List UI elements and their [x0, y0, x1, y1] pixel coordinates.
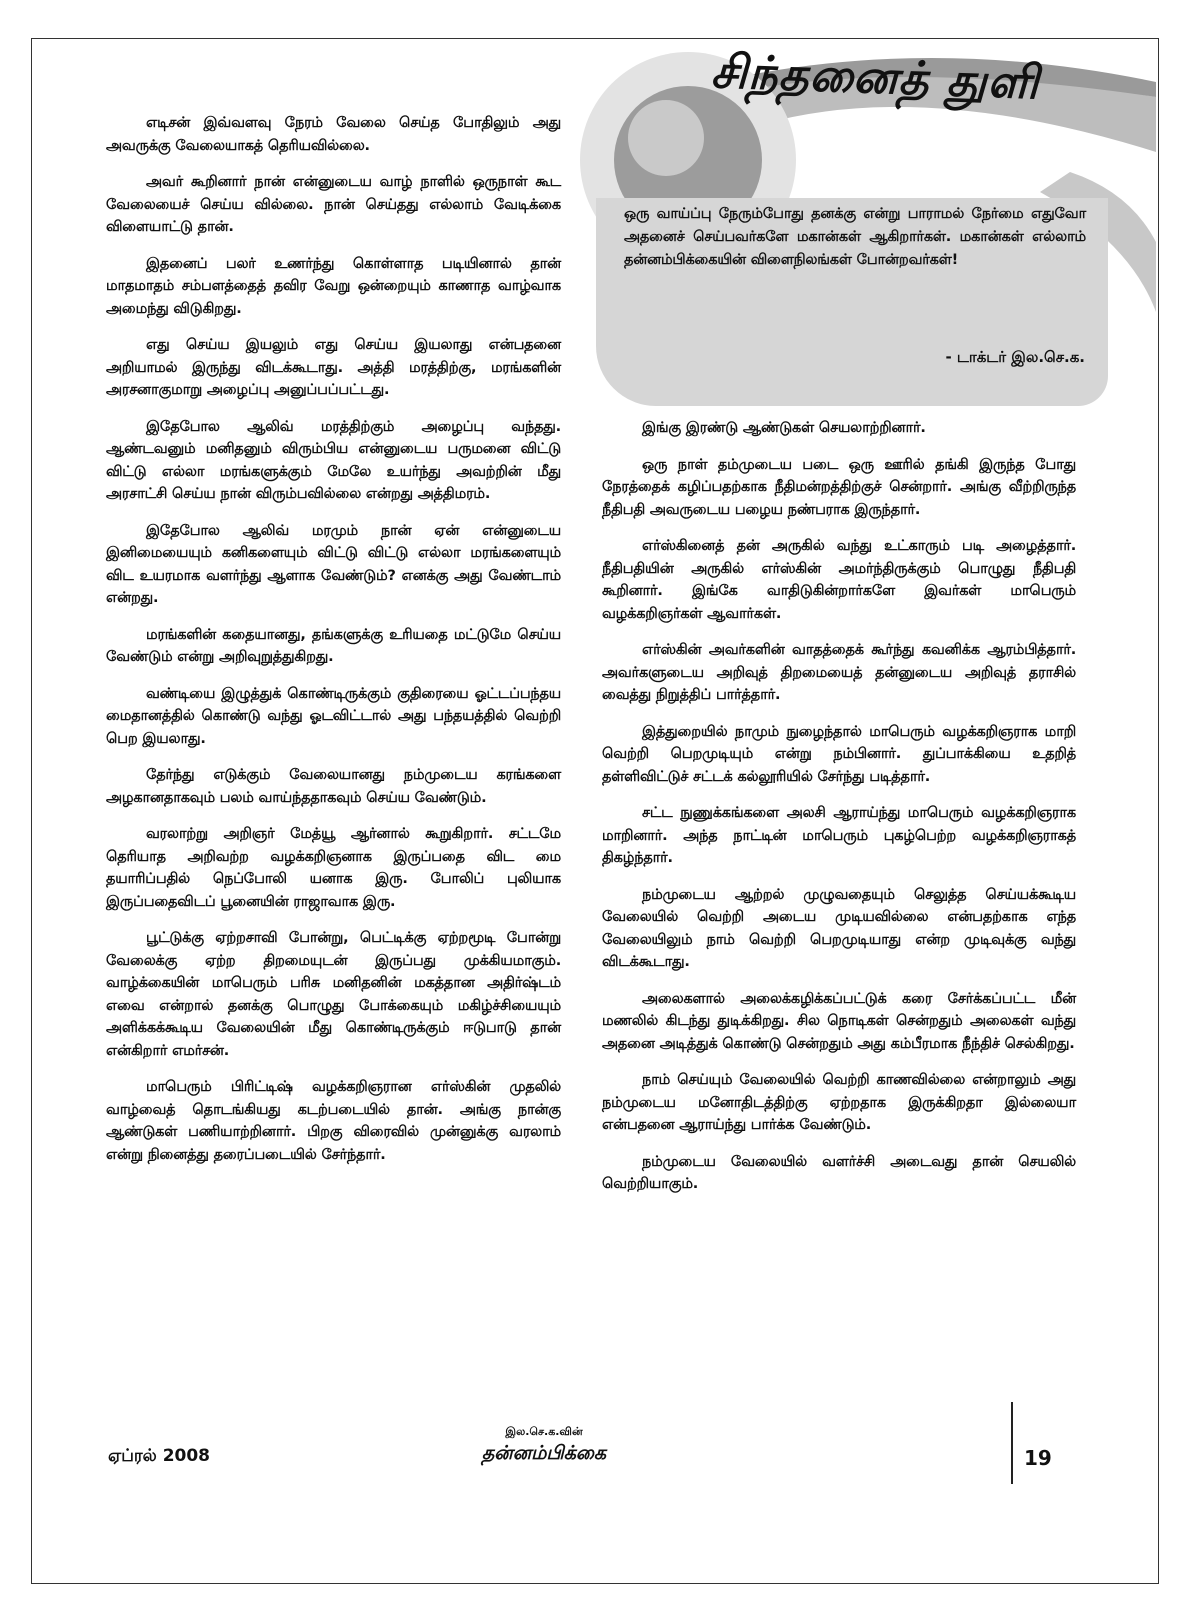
paragraph: அலைகளால் அலைக்கழிக்கப்பட்டுக் கரை சேர்க்கப்பட்ட மீன் மணலில் கிடந்து துடிக்கிறது. சில நொடிகள் சென்றதும் அலைகள் வந்து அதனை அடித்துக் கொண்டு சென்றதும் அது கம்பீரமாக நீந்திச் செல்கிறது. [602, 990, 1076, 1052]
paragraph: தேர்ந்து எடுக்கும் வேலையானது நம்முடைய கரங்களை அழகானதாகவும் பலம் வாய்ந்ததாகவும் செய்ய வேண்டும். [106, 767, 561, 806]
footer-magazine-name: தன்னம்பிக்கை [481, 1442, 607, 1464]
quote-text: ஒரு வாய்ப்பு நேரும்போது தனக்கு என்று பாராமல் நேர்மை எதுவோ அதனைச் செய்பவர்களே மகான்கள் ஆகிறார்கள். மகான்கள் எல்லாம் தன்னம்பிக்கையின் விளைநிலங்கள் போன்றவர்கள்! [624, 206, 1086, 268]
paragraph: அவர் கூறினார் நான் என்னுடைய வாழ் நாளில் ஒருநாள் கூட வேலையைச் செய்ய வில்லை. நான் செய்தது எல்லாம் வேடிக்கை விளையாட்டு தான். [106, 174, 561, 235]
paragraph: நம்முடைய ஆற்றல் முழுவதையும் செலுத்த செய்யக்கூடிய வேலையில் வெற்றி அடைய முடியவில்லை என்பதற்காக எந்த வேலையிலும் நாம் வெற்றி பெறமுடியாது என்ற முடிவுக்கு வந்து விடக்கூடாது. [602, 886, 1076, 970]
paragraph: எர்ஸ்கின் அவர்களின் வாதத்தைக் கூர்ந்து கவனிக்க ஆரம்பித்தார். அவர்களுடைய அறிவுத் திறமையைத் தன்னுடைய அறிவுத் தராசில் வைத்து நிறுத்திப் பார்த்தார். [602, 642, 1076, 703]
footer-divider [1011, 1402, 1013, 1484]
right-column [602, 417, 1076, 1210]
paragraph: எர்ஸ்கினைத் தன் அருகில் வந்து உட்காரும் படி அழைத்தார். நீதிபதியின் அருகில் எர்ஸ்கின் அமர்ந்திருக்கும் பொழுது நீதிபதி கூறினார். இங்கே வாதிடுகின்றார்களே இவர்கள் மாபெரும் வழக்கறிஞர்கள் ஆவார்கள். [602, 538, 1076, 622]
paragraph: நாம் செய்யும் வேலையில் வெற்றி காணவில்லை என்றாலும் அது நம்முடைய மனோதிடத்திற்கு ஏற்றதாக இருக்கிறதா இல்லையா என்பதனை ஆராய்ந்து பார்க்க வேண்டும். [602, 1072, 1076, 1133]
paragraph: வண்டியை இழுத்துக் கொண்டிருக்கும் குதிரையை ஓட்டப்பந்தய மைதானத்தில் கொண்டு வந்து ஓடவிட்டால் அது பந்தயத்தில் வெற்றி பெற இயலாது. [106, 685, 561, 747]
paragraph: இதேபோல ஆலிவ் மரமும் நான் ஏன் என்னுடைய இனிமையையும் கனிகளையும் விட்டு விட்டு எல்லா மரங்களையும் விட உயரமாக வளர்ந்து ஆளாக வேண்டும்? எனக்கு அது வேண்டாம் என்றது. [106, 522, 561, 606]
footer-date: ஏப்ரல் 2008 [108, 1446, 211, 1466]
footer-magazine-subtitle: இல.செ.க.வின் [505, 1425, 583, 1438]
paragraph: இங்கு இரண்டு ஆண்டுகள் செயலாற்றினார். [642, 420, 926, 436]
column-title: சிந்தனைத் துளி [710, 44, 1041, 110]
paragraph: ஒரு நாள் தம்முடைய படை ஒரு ஊரில் தங்கி இருந்த போது நேரத்தைக் கழிப்பதற்காக நீதிமன்றத்திற்குச் சென்றார். அங்கு வீற்றிருந்த நீதிபதி அவருடைய பழைய நண்பராக இருந்தார். [602, 456, 1076, 518]
paragraph: இதனைப் பலர் உணர்ந்து கொள்ளாத படியினால் தான் மாதமாதம் சம்பளத்தைத் தவிர வேறு ஒன்றையும் காணாத வாழ்வாக அமைந்து விடுகிறது. [106, 255, 561, 317]
paragraph: பூட்டுக்கு ஏற்றசாவி போன்று, பெட்டிக்கு ஏற்றமூடி போன்று வேலைக்கு ஏற்ற திறமையுடன் இருப்பது முக்கியமாகும். வாழ்க்கையின் மாபெரும் பரிசு மனிதனின் மகத்தான அதிர்ஷ்டம் எவை என்றால் தனக்கு பொழுது போக்கையும் மகிழ்ச்சியையும் அளிக்கக்கூடிய வேலையின் மீது கொண்டிருக்கும் ஈடுபாடு தான் என்கிறார் எமர்சன். [106, 930, 561, 1059]
paragraph: வரலாற்று அறிஞர் மேத்யூ ஆர்னால் கூறுகிறார். சட்டமே தெரியாத அறிவற்ற வழக்கறிஞனாக இருப்பதை விட மை தயாரிப்பதில் நெப்போலி யனாக இரு. போலிப் புலியாக இருப்பதைவிடப் பூனையின் ராஜாவாக இரு. [106, 826, 561, 910]
paragraph: சட்ட நுணுக்கங்களை அலசி ஆராய்ந்து மாபெரும் வழக்கறிஞராக மாறினார். அந்த நாட்டின் மாபெரும் புகழ்பெற்ற வழக்கறிஞராகத் திகழ்ந்தார். [602, 805, 1076, 866]
paragraph: எடிசன் இவ்வளவு நேரம் வேலை செய்த போதிலும் அது அவருக்கு வேலையாகத் தெரியவில்லை. [106, 115, 561, 154]
left-column [106, 112, 561, 1180]
paragraph: இத்துறையில் நாமும் நுழைந்தால் மாபெரும் வழக்கறிஞராக மாறி வெற்றி பெறமுடியும் என்று நம்பினார். துப்பாக்கியை உதறித் தள்ளிவிட்டுச் சட்டக் கல்லூரியில் சேர்ந்து படித்தார். [602, 723, 1076, 785]
paragraph: மாபெரும் பிரிட்டிஷ் வழக்கறிஞரான எர்ஸ்கின் முதலில் வாழ்வைத் தொடங்கியது கடற்படையில் தான். அங்கு நான்கு ஆண்டுகள் பணியாற்றினார். பிறகு விரைவில் முன்னுக்கு வரலாம் என்று நினைத்து தரைப்படையில் சேர்ந்தார். [106, 1079, 561, 1163]
paragraph: இதேபோல ஆலிவ் மரத்திற்கும் அழைப்பு வந்தது. ஆண்டவனும் மனிதனும் விரும்பிய என்னுடைய பருமனை விட்டு விட்டு எல்லா மரங்களுக்கும் மேலே உயர்ந்து அவற்றின் மீது அரசாட்சி செய்ய நான் விரும்பவில்லை என்றது அத்திமரம். [106, 418, 561, 502]
paragraph: எது செய்ய இயலும் எது செய்ய இயலாது என்பதனை அறியாமல் இருந்து விடக்கூடாது. அத்தி மரத்திற்கு, மரங்களின் அரசனாகுமாறு அழைப்பு அனுப்பப்பட்டது. [106, 337, 561, 398]
paragraph: நம்முடைய வேலையில் வளர்ச்சி அடைவது தான் செயலில் வெற்றியாகும். [602, 1153, 1076, 1192]
quote-author: - டாக்டர் இல.செ.க. [945, 348, 1085, 366]
paragraph: மரங்களின் கதையானது, தங்களுக்கு உரியதை மட்டுமே செய்ய வேண்டும் என்று அறிவுறுத்துகிறது. [106, 626, 561, 665]
page-number: 19 [1024, 1446, 1052, 1470]
